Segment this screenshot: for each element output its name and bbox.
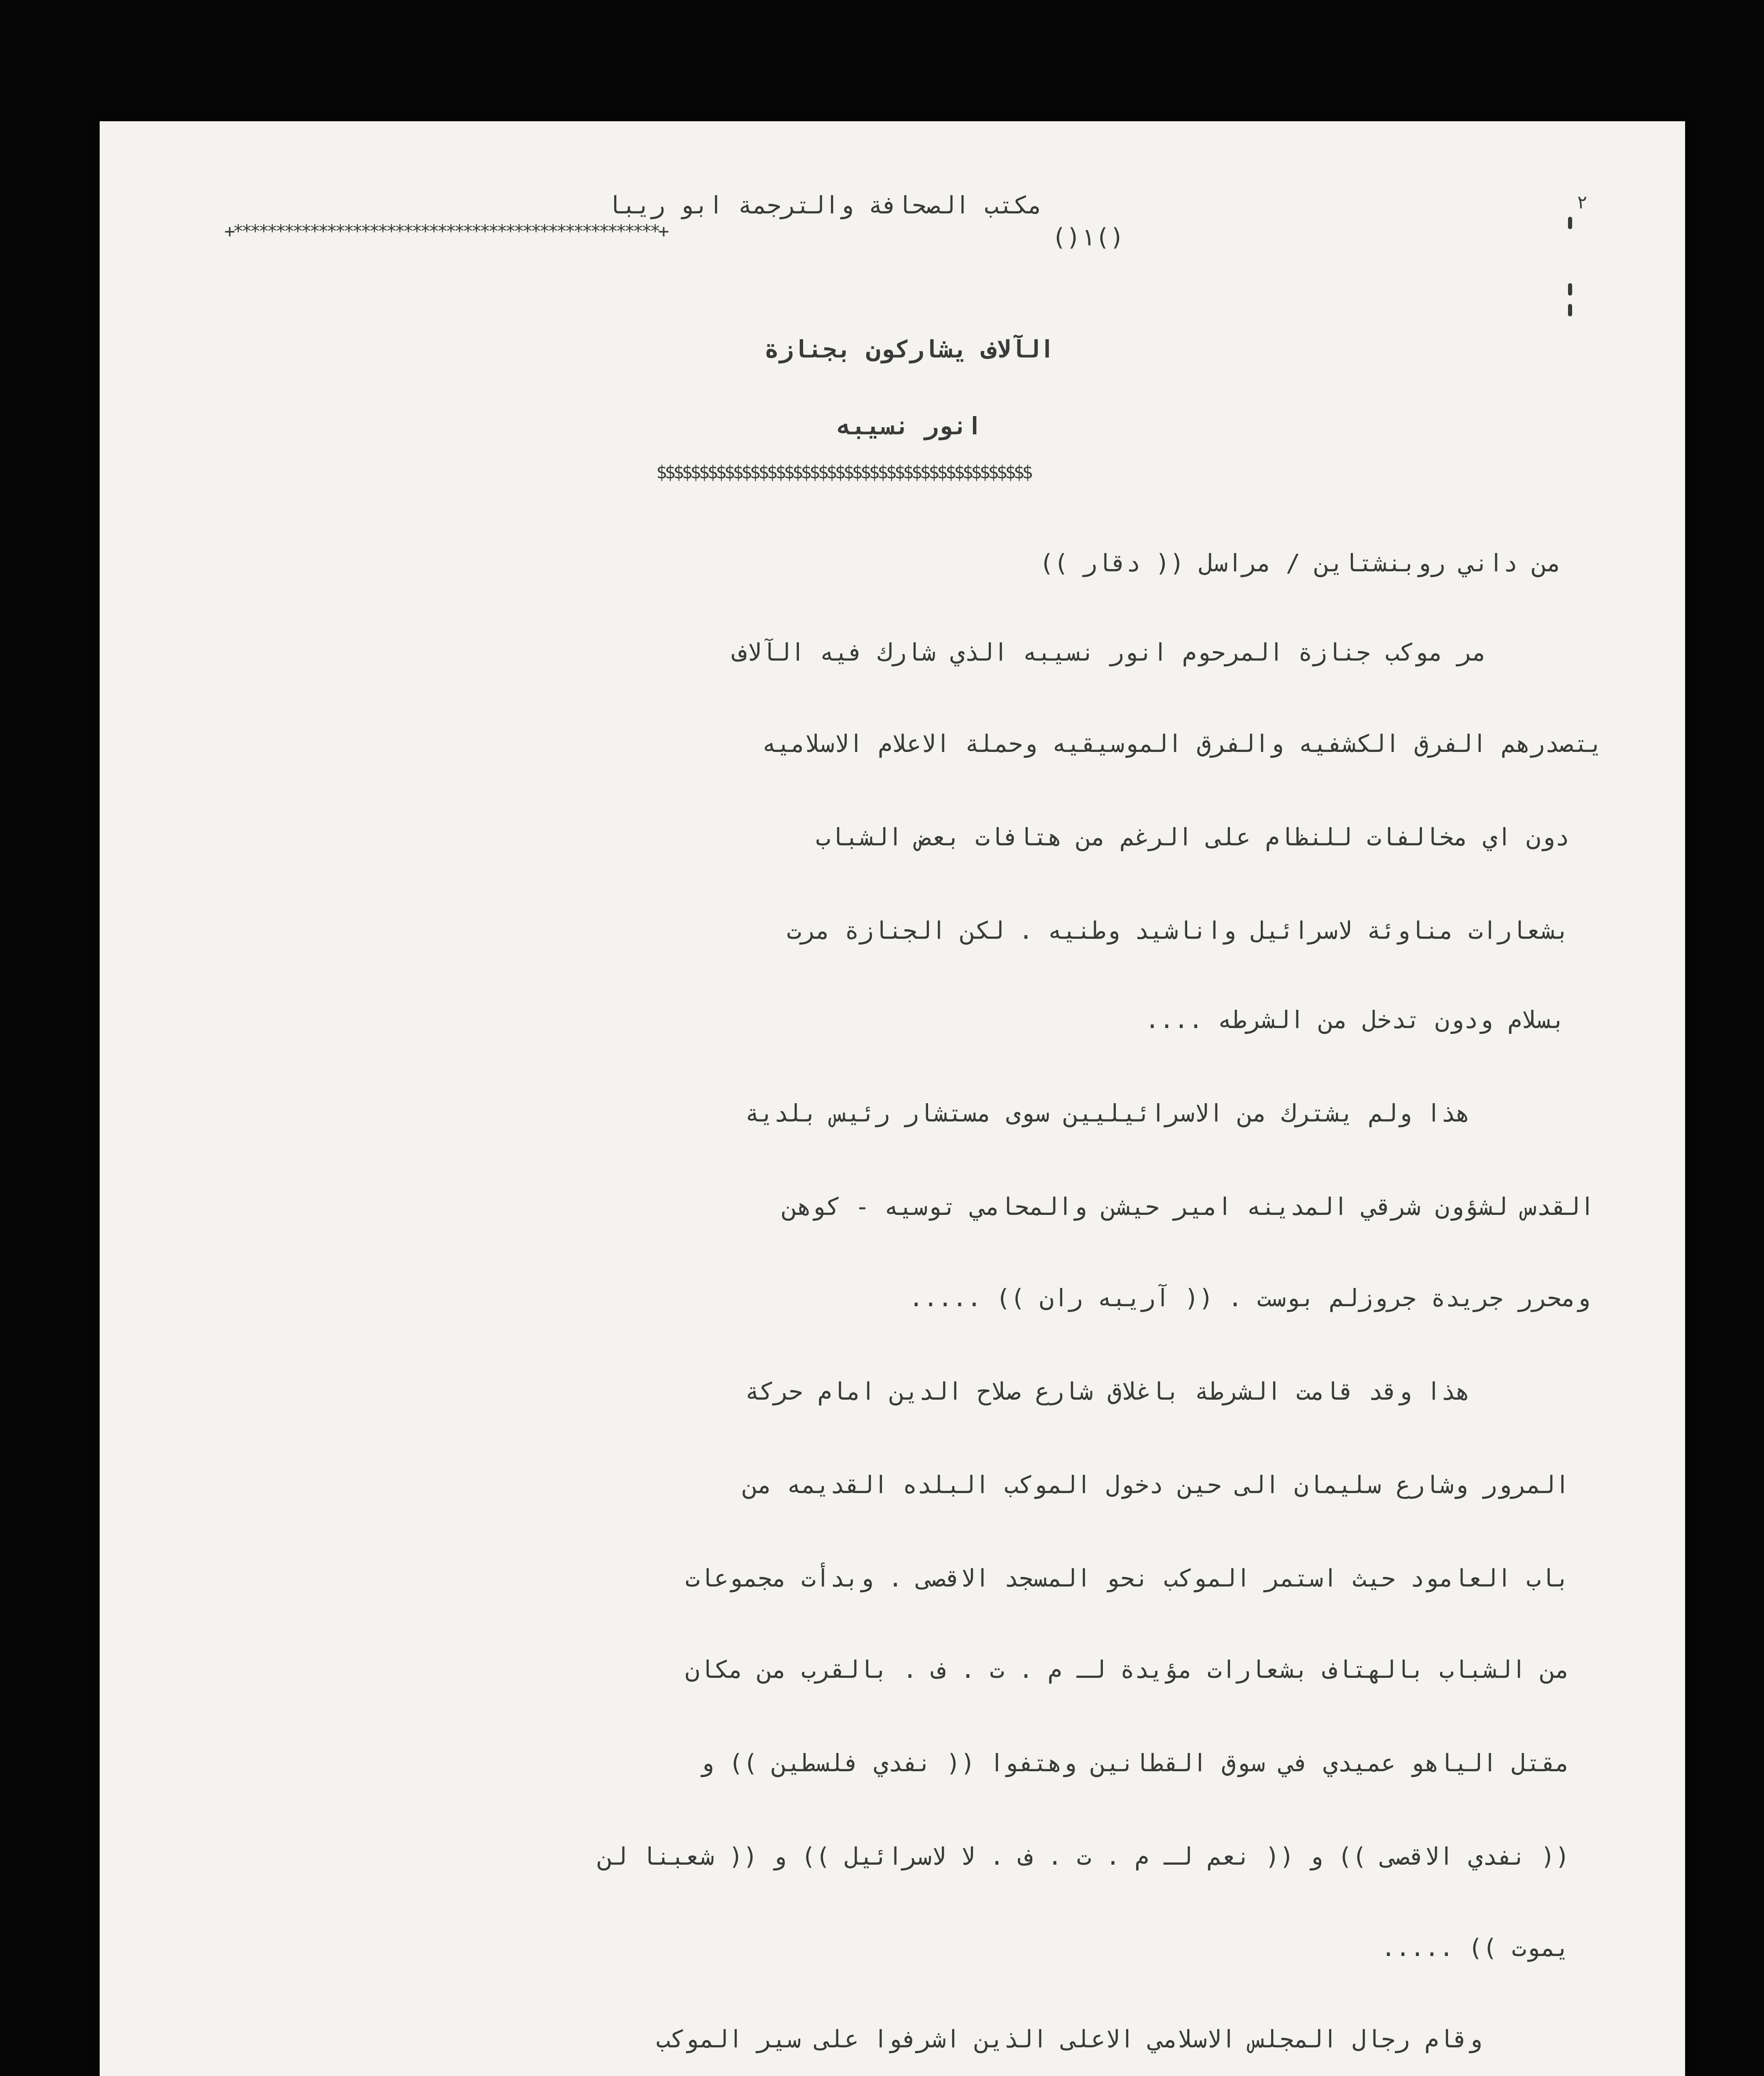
- headline-line-2: انور نسيبه: [837, 412, 982, 440]
- punch-hole-bottom: [1568, 304, 1572, 316]
- body-line-11: باب العامود حيث استمر الموكب نحو المسجد الاقصى . وبدأت مجموعات: [685, 1564, 1570, 1592]
- body-line-7: القدس لشؤون شرقي المدينه امير حيشن والمحامي توسيه - كوهن: [782, 1192, 1595, 1221]
- body-line-16: وقام رجال المجلس الاسلامي الاعلى الذين اشرفوا على سير الموكب: [656, 2025, 1482, 2053]
- body-line-9: هذا وقد قامت الشرطة باغلاق شارع صلاح الدين امام حركة: [745, 1377, 1470, 1405]
- body-line-13: مقتل الياهو عميدي في سوق القطانين وهتفوا (( نفدي فلسطين )) و: [699, 1749, 1570, 1777]
- body-line-6: هذا ولم يشترك من الاسرائيليين سوى مستشار رئيس بلدية: [745, 1099, 1470, 1127]
- page-number: ()١(): [1051, 223, 1125, 251]
- punch-hole-middle: [1568, 283, 1572, 296]
- headline-underline: $$$$$$$$$$$$$$$$$$$$$$$$$$$$$$$$$$$$$$$$$$$$: [656, 462, 1031, 483]
- body-line-15: يموت )) .....: [1381, 1934, 1570, 1962]
- typewritten-page: [100, 121, 1685, 2076]
- headline-line-1: الآلاف يشاركون بجنازة: [764, 335, 1055, 363]
- office-header-underline: +**************************************************+: [224, 221, 667, 242]
- punch-hole-top: [1568, 217, 1572, 229]
- body-line-12: من الشباب بالهتاف بشعارات مؤيدة لـ م . ت . ف . بالقرب من مكان: [685, 1655, 1570, 1684]
- body-line-5: بسلام ودون تدخل من الشرطه ....: [1145, 1006, 1566, 1034]
- body-line-8: ومحرر جريدة جروزلم بوست . (( آريبه ران )) .....: [909, 1284, 1590, 1312]
- body-line-4: بشعارات مناوئة لاسرائيل واناشيد وطنيه . لكن الجنازة مرت: [786, 916, 1570, 945]
- body-line-10: المرور وشارع سليمان الى حين دخول الموكب البلده القديمه من: [743, 1471, 1570, 1499]
- corner-mark: ٢: [1576, 192, 1588, 213]
- body-line-14: (( نفدي الاقصى )) و (( نعم لـ م . ت . ف . لا لاسرائيل )) و (( شعبنا لن: [598, 1842, 1570, 1870]
- body-line-2: يتصدرهم الفرق الكشفيه والفرق الموسيقيه وحملة الاعلام الاسلاميه: [762, 730, 1603, 758]
- body-line-3: دون اي مخالفات للنظام على الرغم من هتافات بعض الشباب: [816, 823, 1570, 851]
- office-header: مكتب الصحافة والترجمة ابو ريبا: [607, 191, 1042, 219]
- byline: من داني روبنشتاين / مراسل (( دقار )): [1039, 549, 1561, 577]
- body-line-1: مر موكب جنازة المرحوم انور نسيبه الذي شارك فيه الآلاف: [733, 638, 1487, 666]
